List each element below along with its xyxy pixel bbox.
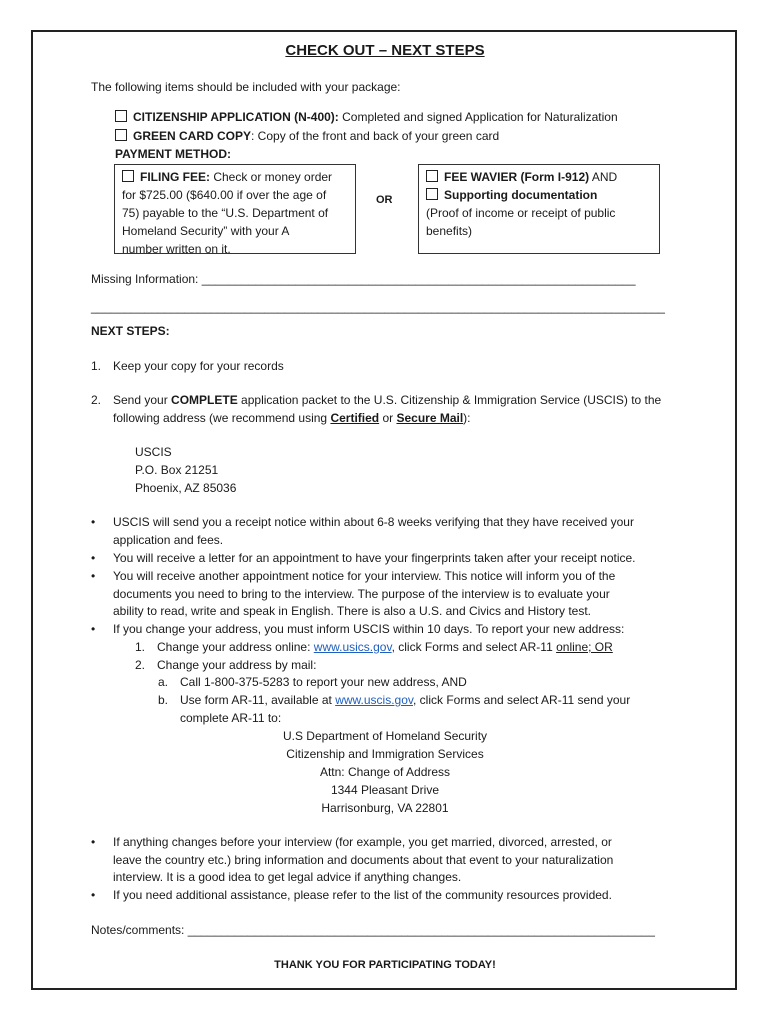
bullet-text: USCIS will send you a receipt notice within about 6-8 weeks verifying that they have received your bbox=[113, 515, 634, 529]
bullet-text: application and fees. bbox=[113, 533, 224, 547]
intro-text: The following items should be included with your package: bbox=[91, 80, 401, 94]
dhs-address-line: U.S Department of Homeland Security bbox=[282, 729, 488, 743]
uscis-link[interactable]: www.uscis.gov bbox=[335, 693, 413, 707]
sub-item-a-text: Call 1-800-375-5283 to report your new address, AND bbox=[180, 675, 467, 689]
bullet-icon: • bbox=[91, 551, 96, 565]
step-1-number: 1. bbox=[91, 359, 102, 373]
usics-link[interactable]: www.usics.gov bbox=[313, 640, 392, 654]
next-steps-heading: NEXT STEPS: bbox=[91, 324, 170, 338]
uscis-address-line: USCIS bbox=[135, 445, 172, 459]
sub-item-a-letter: a. bbox=[158, 675, 169, 689]
dhs-address-line: 1344 Pleasant Drive bbox=[330, 783, 440, 797]
payment-method-heading: PAYMENT METHOD: bbox=[115, 147, 232, 161]
dhs-address-line: Harrisonburg, VA 22801 bbox=[321, 801, 449, 815]
change-address-item-2: Change your address by mail: bbox=[157, 658, 317, 672]
bullet-text: leave the country etc.) bring information and documents about that event to your naturalization bbox=[113, 853, 614, 867]
checkbox-supporting-docs[interactable] bbox=[426, 188, 438, 200]
bullet-icon: • bbox=[91, 622, 96, 636]
checklist-citizenship: CITIZENSHIP APPLICATION (N-400): Completed and signed Application for Naturalization bbox=[115, 108, 618, 126]
bullet-text: If you change your address, you must inform USCIS within 10 days. To report your new address: bbox=[113, 622, 625, 636]
bullet-text: ability to read, write and speak in English. There is also a U.S. and Civics and History test. bbox=[113, 604, 592, 618]
sub-item-b-line-2: complete AR-11 to: bbox=[180, 711, 282, 725]
thank-you-text: THANK YOU FOR PARTICIPATING TODAY! bbox=[274, 959, 496, 971]
notes-field[interactable]: Notes/comments: ______________________________________________________________________ bbox=[91, 923, 655, 937]
bullet-icon: • bbox=[91, 888, 96, 902]
bullet-icon: • bbox=[91, 569, 96, 583]
missing-info-line[interactable]: ______________________________________________________________________________________ bbox=[91, 300, 665, 314]
missing-info-field[interactable]: Missing Information: _________________________________________________________________ bbox=[91, 272, 636, 286]
dhs-address-line: Attn: Change of Address bbox=[319, 765, 451, 779]
step-1-text: Keep your copy for your records bbox=[113, 359, 284, 373]
change-address-item-1-number: 1. bbox=[135, 640, 146, 654]
step-2-line-1: Send your COMPLETE application packet to the U.S. Citizenship & Immigration Service (USCIS) to the bbox=[113, 393, 662, 407]
bullet-text: documents you need to bring to the interview. The purpose of the interview is to evaluate your bbox=[113, 587, 610, 601]
dhs-address-block bbox=[240, 727, 530, 817]
bullet-text: You will receive another appointment notice for your interview. This notice will inform you of the bbox=[113, 569, 616, 583]
step-2-line-2: following address (we recommend using Certified or Secure Mail): bbox=[113, 411, 471, 425]
bullet-icon: • bbox=[91, 835, 96, 849]
change-address-item-2-number: 2. bbox=[135, 658, 146, 672]
bullet-text: You will receive a letter for an appointment to have your fingerprints taken after your receipt notice. bbox=[113, 551, 636, 565]
bullet-icon: • bbox=[91, 515, 96, 529]
uscis-address-line: P.O. Box 21251 bbox=[135, 463, 219, 477]
uscis-address-line: Phoenix, AZ 85036 bbox=[135, 481, 237, 495]
change-address-item-1: Change your address online: www.usics.gov, click Forms and select AR-11 online; OR bbox=[157, 640, 613, 654]
checklist-green-card: GREEN CARD COPY: Copy of the front and back of your green card bbox=[115, 127, 499, 145]
bullet-text: interview. It is a good idea to get legal advice if anything changes. bbox=[113, 870, 462, 884]
sub-item-b-text: Use form AR-11, available at www.uscis.gov, click Forms and select AR-11 send your bbox=[180, 693, 631, 707]
checkbox-fee-waiver[interactable] bbox=[426, 170, 438, 182]
checkbox-citizenship[interactable] bbox=[115, 110, 127, 122]
dhs-address-line: Citizenship and Immigration Services bbox=[286, 747, 484, 761]
filing-fee-box: FILING FEE: Check or money order for $725.00 ($640.00 if over the age of 75) payable to the “U.S. Department of Homeland Security” with your A number written on it. bbox=[114, 164, 356, 254]
bullet-text: If anything changes before your interview (for example, you get married, divorced, arrested, or bbox=[113, 835, 612, 849]
bullet-text: If you need additional assistance, please refer to the list of the community resources provided. bbox=[113, 888, 612, 902]
page-title: CHECK OUT – NEXT STEPS bbox=[285, 42, 485, 59]
sub-item-b-letter: b. bbox=[158, 693, 169, 707]
or-separator: OR bbox=[376, 194, 393, 206]
checkbox-green-card[interactable] bbox=[115, 129, 127, 141]
fee-waiver-box: FEE WAVIER (Form I-912) AND Supporting documentation (Proof of income or receipt of public benefits) bbox=[418, 164, 660, 254]
checkbox-filing-fee[interactable] bbox=[122, 170, 134, 182]
step-2-number: 2. bbox=[91, 393, 102, 407]
